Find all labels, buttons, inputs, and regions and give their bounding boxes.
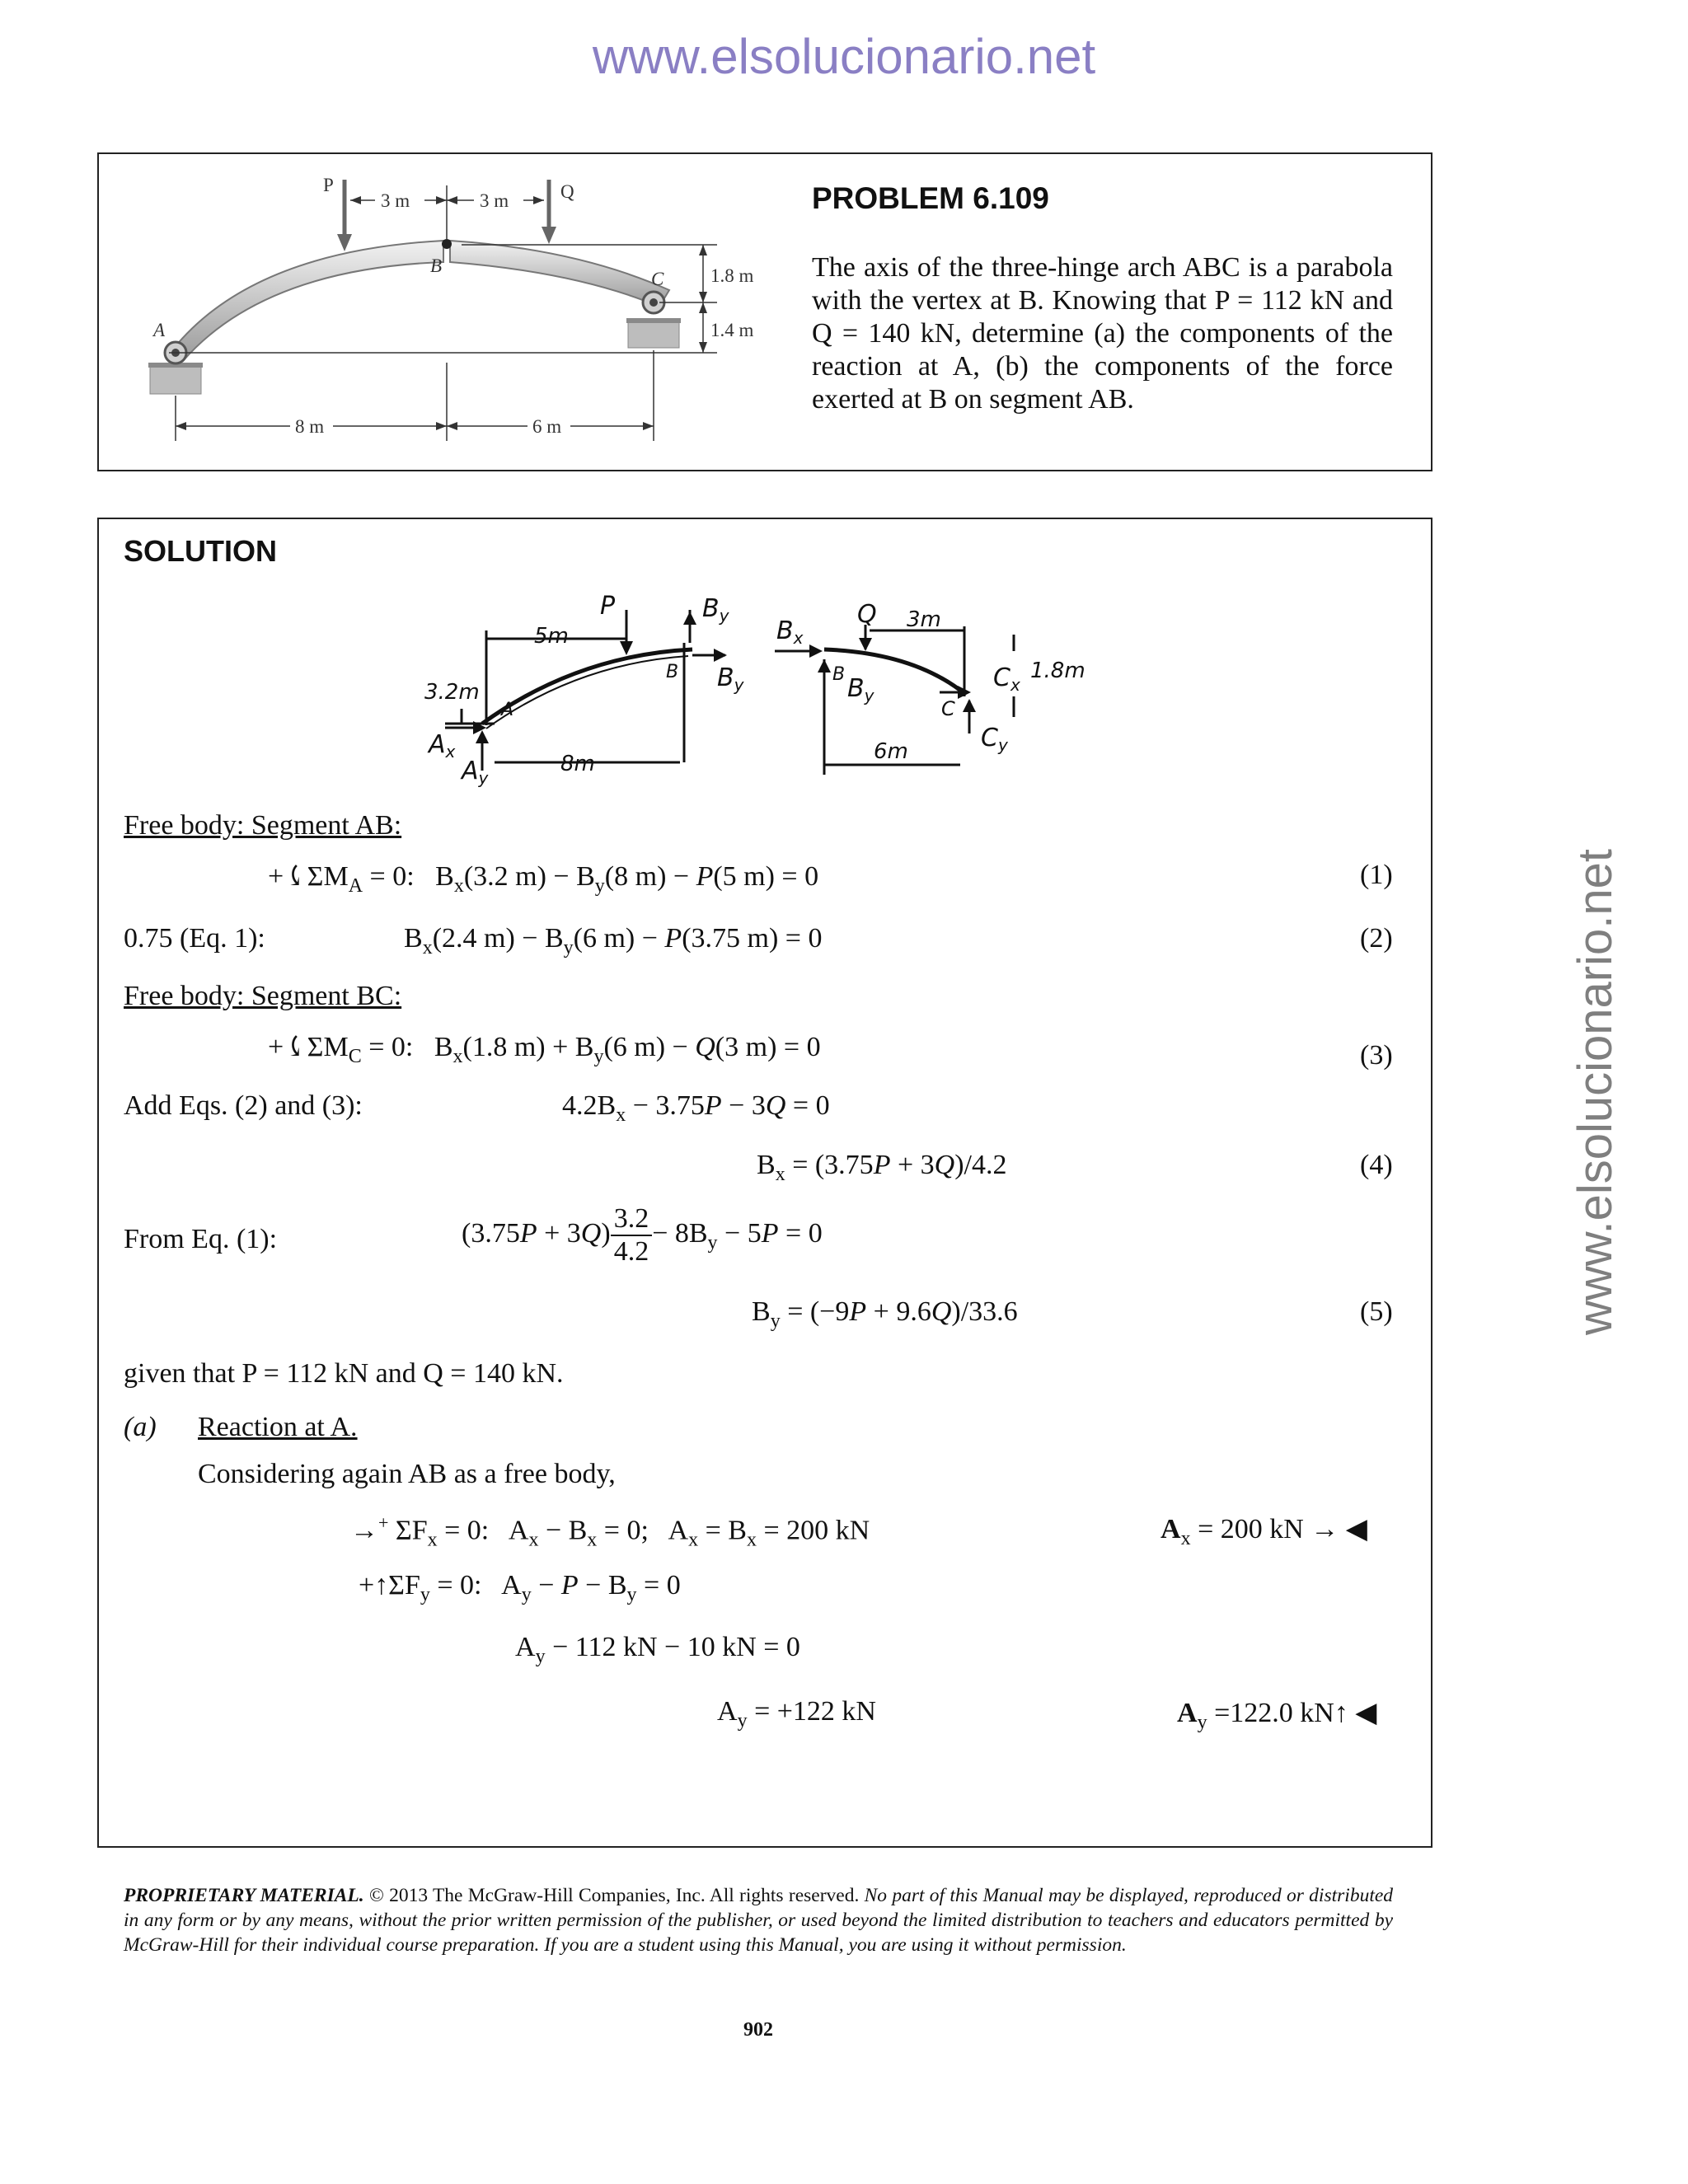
given-values: given that P = 112 kN and Q = 140 kN. [124,1358,564,1389]
eq1: $+⤹\Sigma M_A = 0$: $B_x(3.2$ $m) - B_y(8$ m) − P(5 m) = 0 [268,861,819,897]
page-number: 902 [743,2019,773,2041]
problem-statement: The axis of the three-hinge arch ABC is a parabola with the vertex at B. Knowing that P = 112 kN and Q = 140 kN, determine (a) the components of the reaction at A, (b) the components of the force exerted at B on segment AB. [812,252,1393,415]
considering-text: Considering again AB as a free body, [198,1459,616,1489]
arch-segment-ab [169,241,443,361]
sketch-dim-32m: 3.2m [424,680,480,705]
eq-number-1: (1) [1360,860,1393,890]
sketch-label-ay: A [462,757,479,785]
problem-figure [140,169,783,449]
fig-label-c: C [651,269,664,289]
fb-ab-heading: Free body: Segment AB: [124,810,402,841]
eq-number-5: (5) [1360,1296,1393,1327]
eq5: $B_y = (-9P + 9.6Q)/33.6$ [752,1296,1018,1332]
arch-segment-bc [450,241,669,307]
eq-number-2: (2) [1360,923,1393,954]
eq2-label: 0.75 (Eq. 1): [124,923,265,954]
eq-number-4: (4) [1360,1150,1393,1180]
fig-label-p: P [323,175,334,195]
add-eqs-label: Add Eqs. (2) and (3): [124,1090,363,1121]
fig-dim-8m: 8 m [295,416,325,437]
eq-sum-fy: $+↑\Sigma F_y = 0$: $A_y - P - B_y = 0$ [359,1570,681,1605]
watermark-side: www.elsolucionario.net [1568,849,1622,1335]
sketch-label-b: B [666,662,679,682]
svg-text:By: $B_y$ [847,674,874,705]
fig-label-a: A [153,320,166,340]
answer-ax: $A_x = 200$ kN → ◀ [1160,1514,1367,1549]
sketch-label-by-top: B [702,594,720,623]
eq-add: $4.2B_x - 3.75P - 3Q = 0$ [562,1090,830,1126]
sketch-dim-6m: 6m [874,739,908,764]
from-eq1-label: From Eq. (1): [124,1224,278,1254]
part-a-label: (a) [124,1412,157,1442]
svg-text:Cy: $C_y$ [981,724,1008,755]
sketch-label-cx: C [993,663,1010,692]
sketch-label-b-right: B [832,664,846,685]
svg-text:By: $B_y$ [717,663,744,695]
sketch-label-cy: C [981,724,998,752]
eq2: $B_x(2.4$ $m) - B_y(6$ m) − P(3.75 m) = 0 [404,923,823,958]
svg-text:Ay: $A_y$ [462,757,489,788]
fb-bc-heading: Free body: Segment BC: [124,981,402,1011]
sketch-dim-5m: 5m [534,624,569,649]
eq3: $+⤹\Sigma M_C = 0$: $B_x(1.8$ $m) + B_y(6$ m) − Q(3 m) = 0 [268,1032,821,1067]
fig-dim-18m: 1.8 m [710,265,754,286]
copyright-footer: PROPRIETARY MATERIAL. © 2013 The McGraw-Hill Companies, Inc. All rights reserved. No part of this Manual may be displayed, reproduced or distributed in any form or by any means, without the prior written permission of the publisher, or used beyond the limited distribution to teachers and educators permitted by McGraw-Hill for their individual course preparation. If you are a student using this Manual, you are using it without permission. [124,1885,1394,1956]
sketch-label-a: A [501,700,514,720]
eq-ay-result: $A_y = +122$ kN [717,1696,876,1732]
sketch-label-by-b: B [717,663,734,692]
eq-number-3: (3) [1360,1040,1393,1071]
watermark-top: www.elsolucionario.net [592,29,1096,84]
svg-text:Ax: $A_x$ [429,730,456,762]
load-p-arrow [337,234,352,251]
fig-label-q: Q [560,181,574,202]
sketch-label-q: Q [857,600,877,629]
fig-dim-6m: 6 m [532,416,562,437]
answer-ay: $A_y =122.0$ kN↑ ◀ [1177,1698,1377,1733]
sketch-dim-8m: 8m [560,752,595,776]
svg-text:Bx: $B_x$ [776,616,804,648]
svg-text:Cx: $C_x$ [993,663,1020,695]
sketch-label-by-right: B [847,674,865,703]
support-a [150,366,201,394]
svg-text:By: $B_y$ [702,594,729,626]
fig-label-b: B [430,255,443,276]
eq-sum-fx: →+ $\Sigma F_x = 0$: $A_x - B_x = 0$; $A_x = B_x = 200$ kN [350,1512,870,1551]
load-q-arrow [542,227,556,244]
fig-dim-3m-right: 3 m [480,190,509,211]
sketch-dim-3m: 3m [907,607,941,632]
solution-sketch [412,585,1113,808]
reaction-a-heading: Reaction at A. [198,1412,358,1442]
eq-from1: (3.75P + 3Q) $\frac{3.2}{4.2}$ − $8B_y - 5P = 0$ [462,1203,823,1267]
support-c [628,321,679,348]
eq4: $B_x = (3.75P + 3Q)/4.2$ [757,1150,1007,1185]
sketch-label-ax: A [429,730,446,759]
fig-dim-14m: 1.4 m [710,320,754,340]
fig-dim-3m-left: 3 m [381,190,410,211]
sketch-label-bx: B [776,616,794,645]
solution-title: SOLUTION [124,534,277,568]
sketch-label-p: P [600,592,616,621]
hinge-b [442,239,452,249]
problem-title: PROBLEM 6.109 [812,181,1049,215]
sketch-label-c: C [941,697,955,720]
sketch-dim-18m: 1.8m [1030,658,1085,683]
eq-ay-sub: $A_y - 112$ kN − 10 kN = 0 [515,1632,800,1667]
